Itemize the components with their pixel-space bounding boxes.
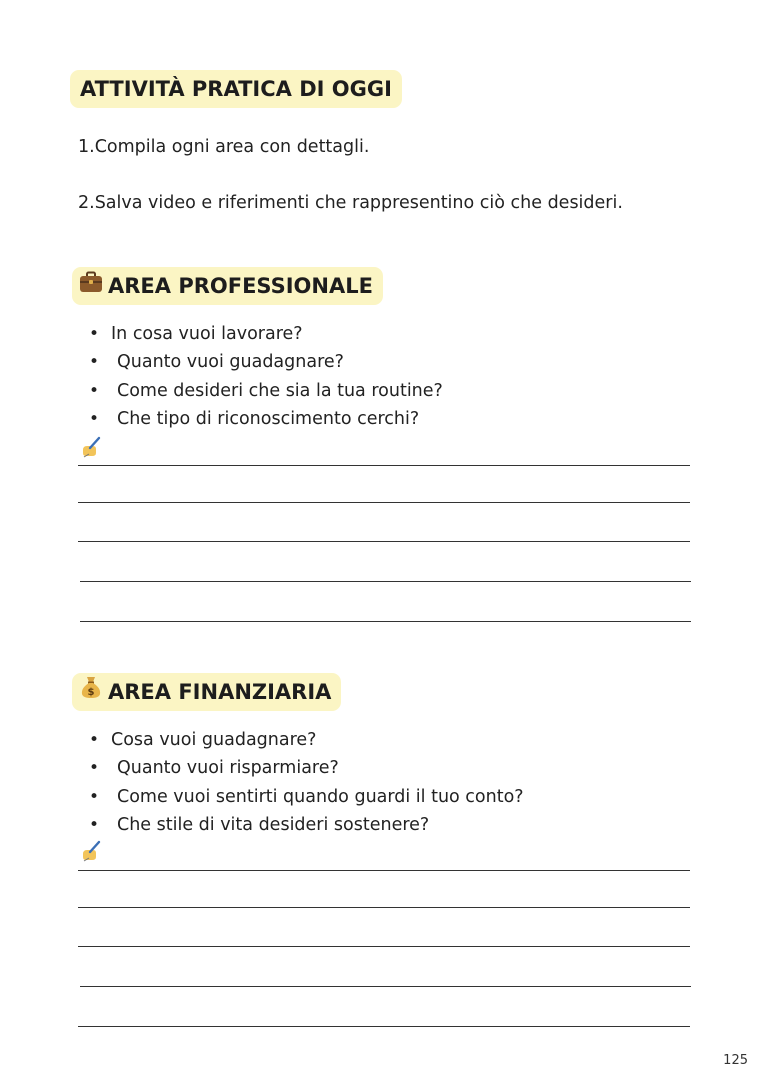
instruction-step-2: 2.Salva video e riferimenti che rappresentino ciò che desideri. <box>78 193 623 213</box>
question-list-financial <box>89 726 524 839</box>
money-bag-icon <box>78 673 104 711</box>
writing-line[interactable] <box>78 502 690 503</box>
briefcase-icon <box>78 267 104 305</box>
list-item: • Cosa vuoi guadagnare? <box>89 730 317 750</box>
section-title-financial <box>72 673 341 711</box>
writing-line[interactable] <box>78 541 690 542</box>
writing-line[interactable] <box>80 986 691 987</box>
page-title <box>70 70 402 108</box>
writing-hand-icon <box>80 840 102 862</box>
list-item: • Che stile di vita desideri sostenere? <box>89 814 430 835</box>
list-item: • Quanto vuoi risparmiare? <box>89 758 339 779</box>
writing-hand-icon <box>80 436 102 458</box>
list-item: • Come desideri che sia la tua routine? <box>89 380 443 401</box>
list-item: • Come vuoi sentirti quando guardi il tuo conto? <box>89 786 524 807</box>
writing-line[interactable] <box>78 870 690 871</box>
page-number: 125 <box>723 1053 748 1068</box>
writing-line[interactable] <box>78 1026 690 1027</box>
writing-line[interactable] <box>78 907 690 908</box>
list-item: • Quanto vuoi guadagnare? <box>89 352 344 373</box>
section-title-professional <box>72 267 383 305</box>
question-list-professional <box>89 320 443 433</box>
instruction-step-1: 1.Compila ogni area con dettagli. <box>78 137 370 157</box>
writing-line[interactable] <box>80 581 691 582</box>
list-item: • Che tipo di riconoscimento cerchi? <box>89 408 420 429</box>
svg-text:$: $ <box>87 687 95 698</box>
page-title-text: ATTIVITÀ PRATICA DI OGGI <box>80 77 392 101</box>
writing-line[interactable] <box>78 465 690 466</box>
section-title-text: AREA FINANZIARIA <box>108 680 332 704</box>
section-title-text: AREA PROFESSIONALE <box>108 274 373 298</box>
list-item: • In cosa vuoi lavorare? <box>89 324 303 344</box>
writing-line[interactable] <box>78 946 690 947</box>
writing-line[interactable] <box>80 621 691 622</box>
